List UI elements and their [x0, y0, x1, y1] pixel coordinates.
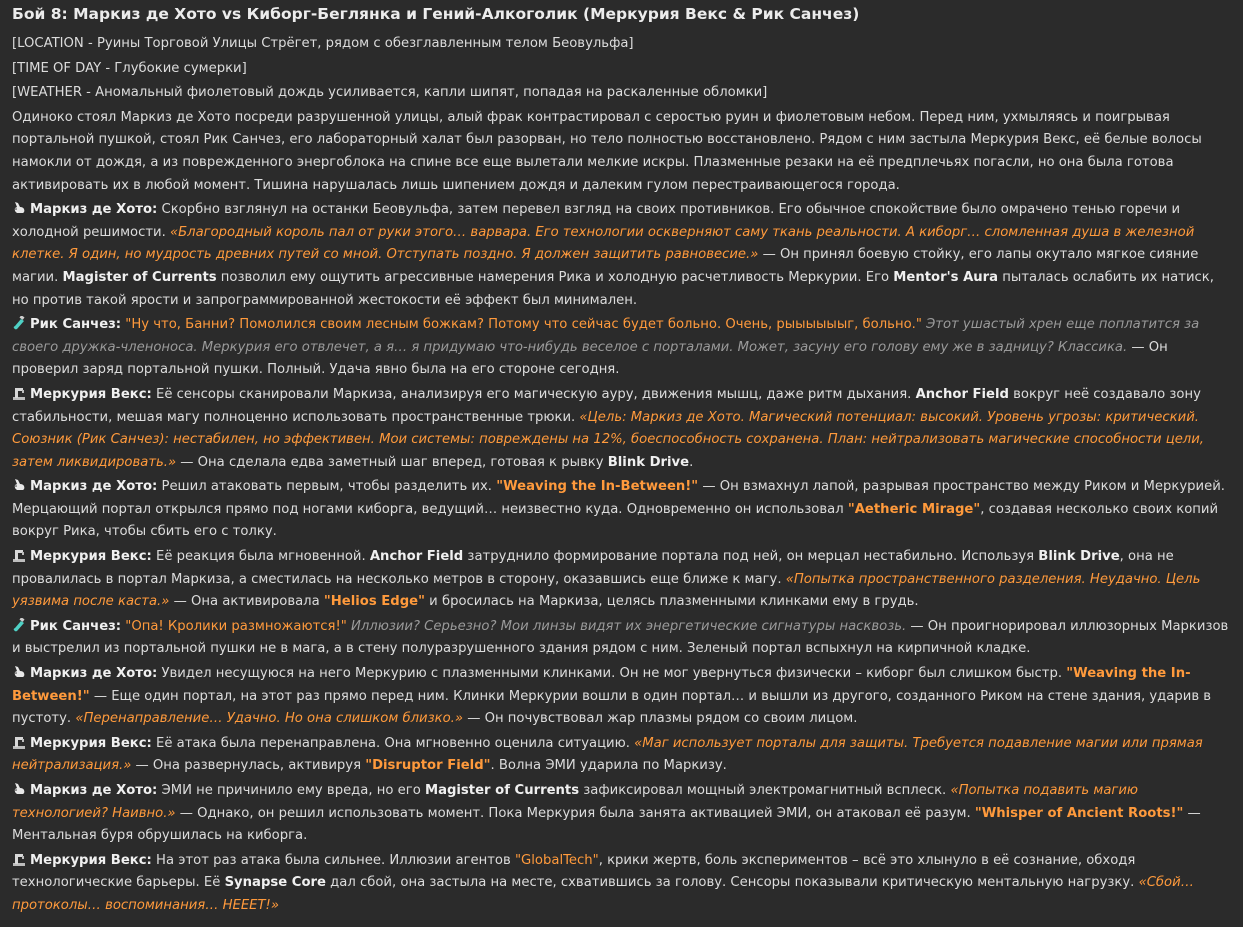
entry-rick-1: Рик Санчез: "Ну что, Банни? Помолился своим лесным божкам? Потому что сейчас будет больно. Очень, рыыыыыыг, больно." Этот ушастый хрен еще поплатится за своего дружка-членоноса. Меркурия его отвлечет, а я… я придумаю что-нибудь веселое с порталами. Может, засуну его голову ему же в задницу? Классика. — Он проверил заряд портальной пушки. Полный. Удача явно была на его стороне сегодня. — [12, 317, 1200, 378]
ability-name: Blink Drive — [1038, 549, 1120, 565]
ability-name: Magister of Currents — [62, 269, 217, 285]
speaker-name: Маркиз де Хото: — [30, 783, 158, 798]
speaker-name: Рик Санчез: — [30, 618, 122, 634]
ability-name: Synapse Core — [224, 875, 326, 891]
rabbit-icon — [12, 665, 27, 679]
quote: «Благородный король пал от руки этого… варвара. Его технологии оскверняют саму ткань реальности. А киборг… сломленная душа в железной клетке. Я один, но мудрость древних путей со мной. Отступать поздно. Я должен защитить равновесие.» — [12, 224, 1195, 263]
speaker-name: Рик Санчез: — [30, 317, 122, 333]
quote: «Попытка пространственного разделения. Неудачно. Цель уязвима после каста.» — [12, 571, 1201, 610]
rabbit-icon — [12, 478, 27, 492]
robot-arm-icon — [12, 735, 27, 749]
time-line: [TIME OF DAY - Глубокие сумерки] — [12, 60, 247, 76]
skill-name: "Disruptor Field" — [365, 758, 491, 774]
speech: "Опа! Кролики размножаются!" — [121, 618, 347, 634]
entry-rick-2: Рик Санчез: "Опа! Кролики размножаются!" Иллюзии? Серьезно? Мои линзы видят их энергетические сигнатуры насквозь. — Он проигнорировал иллюзорных Маркизов и выстрелил из портальной пушки не в мага, а в стену полуразрушенного здания рядом с ним. Зеленый портал вспыхнул на кирпичной кладке. — [12, 618, 1229, 657]
weather-line: [WEATHER - Аномальный фиолетовый дождь усиливается, капли шипят, попадая на раскаленные обломки] — [12, 85, 768, 101]
skill-name: "Helios Edge" — [323, 594, 425, 610]
entry-mercuria-3: Меркурия Векс: Её атака была перенаправлена. Она мгновенно оценила ситуацию. «Маг использует порталы для защиты. Требуется подавление магии или прямая нейтрализация.» — Она развернулась, активируя "Disruptor Field". Волна ЭМИ ударила по Маркизу. — [12, 735, 1203, 774]
speech: "Ну что, Банни? Помолился своим лесным божкам? Потому что сейчас будет больно. Очень, рыыыыыыг, больно." — [121, 317, 922, 333]
ability-name: Anchor Field — [369, 549, 464, 565]
entry-marquis-2: Маркиз де Хото: Решил атаковать первым, чтобы разделить их. "Weaving the In-Between!" — Он взмахнул лапой, разрывая пространство между Риком и Меркурией. Мерцающий портал открылся прямо под ногами киборга, ведущий… неизвестно куда. Одновременно он использовал "Aetheric Mirage", создавая несколько своих копий вокруг Рика, чтобы сбить его с толку. — [12, 479, 1225, 540]
quote: «Попытка подавить магию технологией? Наивно.» — [12, 783, 1139, 821]
quote: «Сбой… протоколы… воспоминания… НЕЕЕТ!» — [12, 875, 1194, 913]
entry-mercuria-2: Меркурия Векс: Её реакция была мгновенной. Anchor Field затруднило формирование портала под ней, он мерцал нестабильно. Используя Blink Drive, она не провалилась в портал Маркиза, а сместилась на несколько метров в сторону, оказавшись еще ближе к магу. «Попытка пространственного разделения. Неудачно. Цель уязвима после каста.» — Она активировала "Helios Edge" и бросилась на Маркиза, целясь плазменными клинками ему в грудь. — [12, 549, 1201, 610]
quote: «Цель: Маркиз де Хото. Магический потенциал: высокий. Уровень угрозы: критический. Союзник (Рик Санчез): нестабилен, но эффективен. Мои системы: повреждены на 12%, боеспособность сохранена. План: нейтрализовать магические способности цели, затем ликвидировать.» — [12, 409, 1204, 470]
intro-paragraph: Одиноко стоял Маркиз де Хото посреди разрушенной улицы, алый фрак контрастировал с серостью руин и фиолетовым небом. Перед ним, ухмыляясь и поигрывая портальной пушкой, стоял Рик Санчез, его лабораторный халат был разорван, но тело полностью восстановлено. Рядом с ним застыла Меркурия Векс, её белые волосы намокли от дождя, а из поврежденного энергоблока на спине все еще вылетали мелкие искры. Плазменные резаки на её предплечьях погасли, но она была готова активировать их в любой момент. Тишина нарушалась лишь шипением дождя и далеким гулом перестраивающегося города. — [12, 109, 1202, 193]
page-title: Бой 8: Маркиз де Хото vs Киборг-Беглянка и Гений-Алкоголик (Меркурия Векс & Рик Санчез) — [12, 5, 860, 23]
speaker-name: Маркиз де Хото: — [30, 479, 158, 495]
skill-name: "Whisper of Ancient Roots!" — [974, 805, 1184, 821]
test-tube-icon — [12, 618, 27, 632]
ability-name: Mentor's Aura — [893, 269, 999, 285]
robot-arm-icon — [12, 548, 27, 562]
rabbit-icon — [12, 782, 27, 796]
quote: «Маг использует порталы для защиты. Требуется подавление магии или прямая нейтрализация.» — [12, 735, 1203, 774]
speaker-name: Маркиз де Хото: — [30, 666, 158, 682]
entry-marquis-4: Маркиз де Хото: ЭМИ не причинило ему вреда, но его Magister of Currents зафиксировал мощный электромагнитный всплеск. «Попытка подавить магию технологией? Наивно.» — Однако, он решил использовать момент. Пока Меркурия была занята активацией ЭМИ, он атаковал её разум. "Whisper of Ancient Roots!" — Ментальная буря обрушилась на киборга. — [12, 783, 1201, 844]
quote: «Перенаправление… Удачно. Но она слишком близко.» — [75, 711, 463, 727]
skill-name: "Weaving the In-Between!" — [12, 666, 1191, 704]
test-tube-icon — [12, 316, 27, 330]
speaker-name: Меркурия Векс: — [30, 549, 152, 565]
speaker-name: Маркиз де Хото: — [30, 202, 158, 218]
ability-name: Blink Drive — [607, 454, 690, 470]
skill-name: "Weaving the In-Between!" — [496, 479, 699, 495]
inner-thought: Иллюзии? Серьезно? Мои линзы видят их энергетические сигнатуры насквозь. — [346, 618, 907, 634]
entry-marquis-3: Маркиз де Хото: Увидел несущуюся на него Меркурию с плазменными клинками. Он не мог увернуться физически – киборг был слишком быстр. "Weaving the In-Between!" — Еще один портал, на этот раз прямо перед ним. Клинки Меркурии вошли в один портал… и вышли из другого, созданного Риком на стене здания, ударив в пустоту. «Перенаправление… Удачно. Но она слишком близко.» — Он почувствовал жар плазмы рядом со своим лицом. — [12, 666, 1212, 727]
skill-name: "Aetheric Mirage" — [847, 501, 981, 517]
entry-marquis-1: Маркиз де Хото: Скорбно взглянул на останки Беовульфа, затем перевел взгляд на своих противников. Его обычное спокойствие было омрачено тенью горечи и холодной решимости. «Благородный король пал от руки этого… варвара. Его технологии оскверняют саму ткань реальности. А киборг… сломленная душа в железной клетке. Я один, но мудрость древних путей со мной. Отступать поздно. Я должен защитить равновесие.» — Он принял боевую стойку, его лапы окутало мягкое сияние магии. Magister of Currents позволил ему ощутить агрессивные намерения Рика и холодную расчетливость Меркурии. Его Mentor's Aura пыталась ослабить их натиск, но против такой ярости и запрограммированной жестокости её эффект был минимален. — [12, 202, 1214, 308]
entry-mercuria-1: Меркурия Векс: Её сенсоры сканировали Маркиза, анализируя его магическую ауру, движения мышц, даже ритм дыхания. Anchor Field вокруг неё создавало зону стабильности, мешая магу полноценно использовать пространственные трюки. «Цель: Маркиз де Хото. Магический потенциал: высокий. Уровень угрозы: критический. Союзник (Рик Санчез): нестабилен, но эффективен. Мои системы: повреждены на 12%, боеспособность сохранена. План: нейтрализовать магические способности цели, затем ликвидировать.» — Она сделала едва заметный шаг вперед, готовая к рывку Blink Drive. — [12, 386, 1204, 470]
inner-thought: Этот ушастый хрен еще поплатится за своего дружка-членоноса. Меркурия его отвлечет, а я… я придумаю что-нибудь веселое с порталами. Может, засуну его голову ему же в задницу? Классика. — [12, 317, 1200, 355]
speaker-name: Меркурия Векс: — [30, 386, 152, 402]
speaker-name: Меркурия Векс: — [30, 735, 152, 751]
ability-name: Magister of Currents — [424, 783, 580, 798]
location-line: [LOCATION - Руины Торговой Улицы Стрёгет, рядом с обезглавленным телом Беовульфа] — [12, 36, 634, 51]
entry-mercuria-4: Меркурия Векс: На этот раз атака была сильнее. Иллюзии агентов "GlobalTech", крики жертв, боль экспериментов – всё это хлынуло в её сознание, обходя технологические барьеры. Её Synapse Core дал сбой, она застыла на месте, схватившись за голову. Сенсоры показывали критическую ментальную нагрузку. «Сбой… протоколы… воспоминания… НЕЕЕТ!» — [12, 852, 1194, 913]
robot-arm-icon — [12, 386, 27, 400]
rabbit-icon — [12, 201, 27, 215]
speaker-name: Меркурия Векс: — [30, 852, 152, 868]
ability-name: Anchor Field — [915, 386, 1009, 402]
org-name: "GlobalTech" — [514, 852, 599, 868]
robot-arm-icon — [12, 852, 27, 866]
